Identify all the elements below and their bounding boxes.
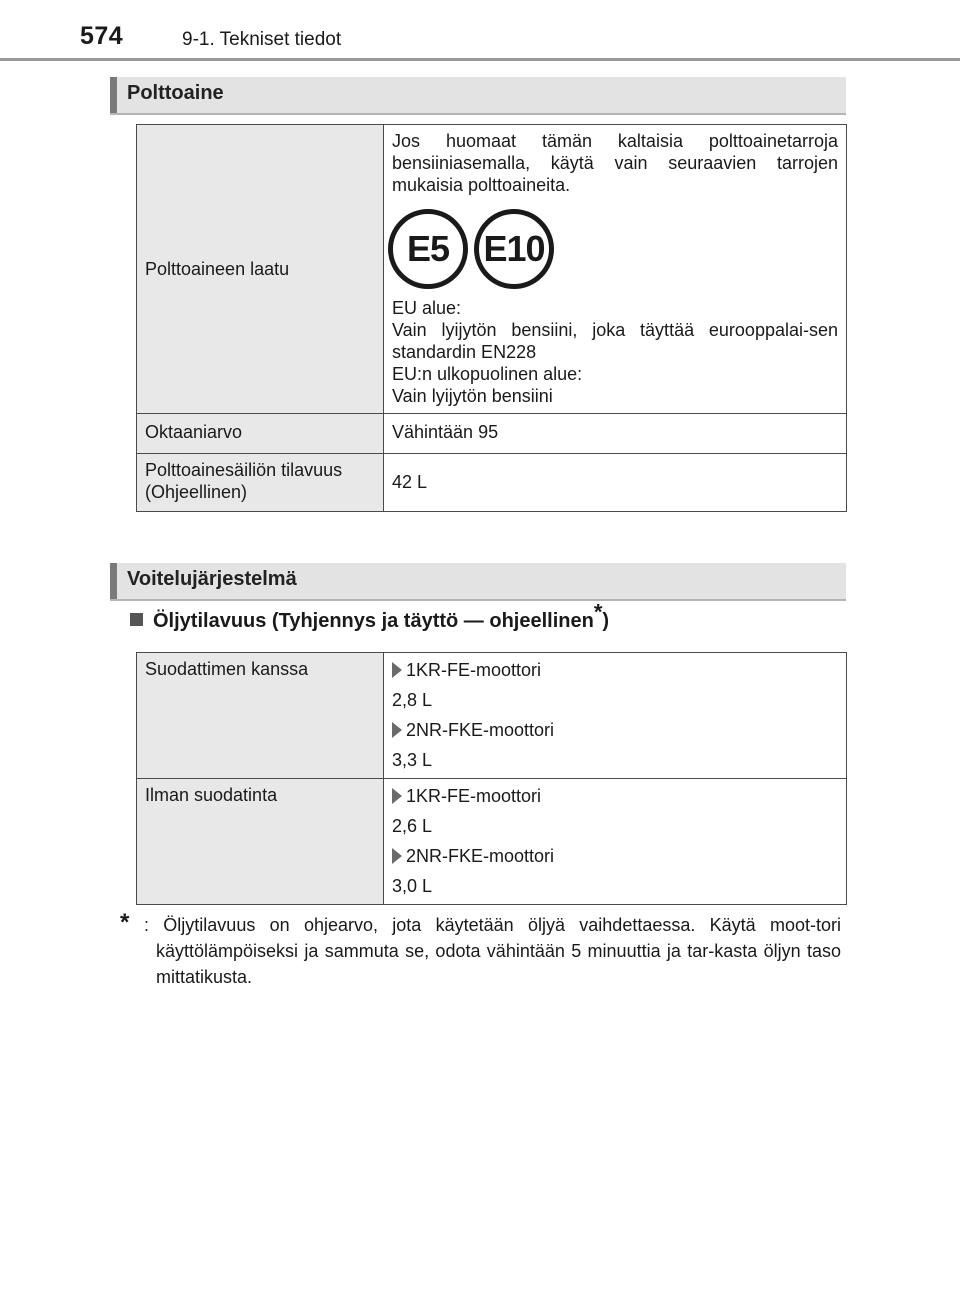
oil-volume: 3,3 L — [392, 750, 433, 770]
table-row — [137, 779, 847, 905]
oil-volume: 3,0 L — [392, 876, 433, 896]
eu-area-heading: EU alue: — [392, 298, 462, 318]
triangle-bullet-icon — [392, 662, 402, 678]
lubrication-section-header — [110, 563, 846, 601]
engine-item — [392, 785, 838, 807]
table-row — [137, 125, 847, 414]
e10-fuel-badge: E10 — [474, 209, 554, 289]
engine-name: 2NR-FKE-moottori — [406, 720, 555, 740]
section-accent — [110, 77, 117, 113]
engine-item — [392, 659, 838, 681]
header-divider — [0, 58, 960, 61]
footnote-star: * — [120, 909, 130, 936]
footnote — [120, 909, 841, 990]
page-number: 574 — [80, 22, 124, 50]
octane-label: Oktaaniarvo — [137, 414, 384, 454]
fuel-section-title: Polttoaine — [127, 82, 224, 104]
oil-capacity-table — [136, 652, 847, 905]
tank-capacity-label: Polttoainesäiliön tilavuus (Ohjeellinen) — [137, 454, 384, 512]
engine-item — [392, 845, 838, 867]
chapter-title: 9-1. Tekniset tiedot — [182, 29, 342, 50]
with-filter-value — [384, 653, 847, 779]
oil-volume: 2,6 L — [392, 816, 433, 836]
triangle-bullet-icon — [392, 722, 402, 738]
square-bullet-icon — [130, 613, 143, 626]
triangle-bullet-icon — [392, 788, 402, 804]
non-eu-area-text: Vain lyijytön bensiini — [392, 386, 553, 406]
table-row — [137, 414, 847, 454]
engine-name: 2NR-FKE-moottori — [406, 846, 555, 866]
fuel-quality-intro: Jos huomaat tämän kaltaisia polttoainetarroja bensiiniasemalla, käytä vain seuraavien tarrojen mukaisia polttoaineita. — [392, 131, 838, 195]
lubrication-section-title: Voitelujärjestelmä — [127, 568, 297, 590]
table-row — [137, 653, 847, 779]
tank-capacity-value: 42 L — [384, 454, 847, 512]
fuel-label-badges — [388, 209, 838, 289]
e5-fuel-badge: E5 — [388, 209, 468, 289]
fuel-quality-value — [384, 125, 847, 414]
oil-capacity-heading-text: Öljytilavuus (Tyhjennys ja täyttö — ohjeellinen — [153, 610, 594, 632]
oil-capacity-heading-close: ) — [602, 610, 610, 632]
non-eu-area-heading: EU:n ulkopuolinen alue: — [392, 364, 583, 384]
section-accent — [110, 563, 117, 599]
without-filter-label: Ilman suodatinta — [137, 779, 384, 905]
fuel-table — [136, 124, 847, 512]
with-filter-label: Suodattimen kanssa — [137, 653, 384, 779]
engine-name: 1KR-FE-moottori — [406, 660, 542, 680]
octane-value: Vähintään 95 — [384, 414, 847, 454]
footnote-mark: * — [593, 599, 603, 625]
engine-item — [392, 719, 838, 741]
table-row — [137, 454, 847, 512]
fuel-quality-label: Polttoaineen laatu — [137, 125, 384, 414]
engine-name: 1KR-FE-moottori — [406, 786, 542, 806]
footnote-text: : Öljytilavuus on ohjearvo, jota käytetään öljyä vaihdettaessa. Käytä moot-tori käyttölämpöiseksi ja sammuta se, odota vähintään 5 minuuttia ja tar-kasta öljyn taso mittatikusta. — [144, 915, 841, 987]
fuel-section-header — [110, 77, 846, 115]
oil-volume: 2,8 L — [392, 690, 433, 710]
without-filter-value — [384, 779, 847, 905]
triangle-bullet-icon — [392, 848, 402, 864]
eu-area-text: Vain lyijytön bensiini, joka täyttää eurooppalai-sen standardin EN228 — [392, 320, 838, 362]
oil-capacity-heading — [130, 599, 610, 633]
